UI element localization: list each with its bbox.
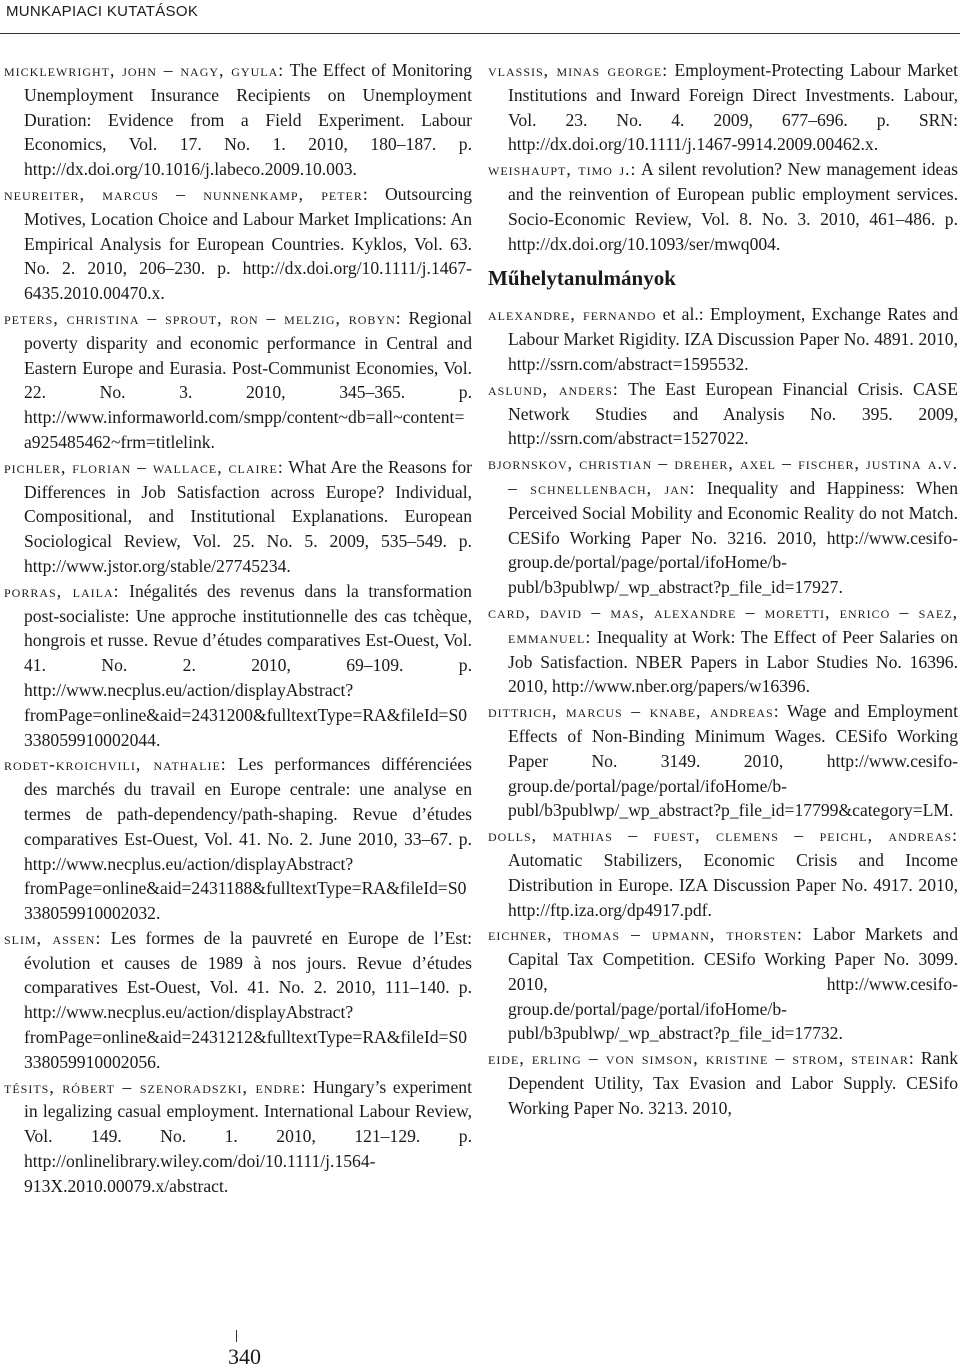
bibliography-entry <box>4 926 472 1075</box>
entry-citation: Labor Markets and Capital Tax Competition. CESifo Working Paper No. 3099. 2010, http://www.cesifo-group.de/portal/page/portal/ifoHome/b-publ/b3publwp/_wp_abstract?p_file_id=17732. <box>508 924 958 1044</box>
bibliography-entry <box>4 752 472 926</box>
left-column <box>4 58 472 1199</box>
entry-citation: Employment-Protecting Labour Market Institutions and Inward Foreign Direct Investments. Labour, Vol. 23. No. 4. 2009, 677–696. p. SRN: http://dx.doi.org/10.1111/j.1467-9914.2009.00462.x. <box>508 60 958 155</box>
bibliography-entry <box>488 451 958 600</box>
entry-citation: Automatic Stabilizers, Economic Crisis and Income Distribution in Europe. IZA Discussion Paper No. 4917. 2010, http://ftp.iza.org/dp4917.pdf. <box>508 849 958 920</box>
entry-author: peters, christina – sprout, ron – melzig, robyn: <box>4 307 402 328</box>
bibliography-entry <box>4 182 472 306</box>
entry-author: card, david – mas, alexandre – moretti, enrico – saez, emmanuel: <box>488 601 958 647</box>
entry-author: bjornskov, christian – dreher, axel – fischer, justina a.v. – schnellenbach, jan: <box>488 453 958 498</box>
bibliography-entry <box>488 922 958 1046</box>
running-header: MUNKAPIACI KUTATÁSOK <box>6 3 199 20</box>
right-column <box>488 58 958 1121</box>
entry-citation: Outsourcing Motives, Location Choice and Labour Market Implications: An Empirical Analysis for European Countries. Kyklos, Vol. 63. No. 2. 2010, 206–230. p. http://dx.doi.org/10.1111/j.1467-6435.2010.00470.x. <box>24 183 472 304</box>
entry-citation: Wage and Employment Effects of Non-Binding Minimum Wages. CESifo Working Paper No. 3149. 2010, http://www.cesifo-group.de/portal/page/portal/ifoHome/b-publ/b3publwp/_wp_abstract?p_file_id=17799&category=LM. <box>508 701 958 821</box>
bibliography-entry <box>488 302 958 376</box>
entry-citation: Hungary’s experiment in legalizing casual employment. International Labour Review, Vol. 149. No. 1. 2010, 121–129. p. http://onlinelibrary.wiley.com/doi/10.1111/j.1564-913X.2010.00079.x/abstract. <box>24 1076 472 1196</box>
bibliography-entry <box>488 699 958 823</box>
section-heading: Műhelytanulmányok <box>488 266 676 291</box>
bibliography-entry <box>488 1046 958 1120</box>
entry-citation: Inequality at Work: The Effect of Peer Salaries on Job Satisfaction. NBER Papers in Labor Studies No. 16396. 2010, http://www.nber.org/papers/w16396. <box>508 626 958 697</box>
entry-citation: Regional poverty disparity and economic performance in Central and Eastern Europe and Eurasia. Post-Communist Economies, Vol. 22. No. 3. 2010, 345–365. p. http://www.informaworld.com/smpp/content~db=all~content=a925485462~frm=titlelink. <box>24 307 472 452</box>
bibliography-entry <box>488 377 958 451</box>
entry-author: porras, laila: <box>4 580 120 601</box>
entry-author: micklewright, john – nagy, gyula: <box>4 60 285 80</box>
entry-citation: Les formes de la pauvreté en Europe de l’Est: évolution et causes de 1989 à nos jours. Revue d’études comparatives Est-Ouest, Vol. 41. No. 2. 2010, 111–140. p. http://www.necplus.eu/action/displayAbstract?fromPage=online&aid=2431212&fulltextType=RA&fileId=S0338059910002056. <box>24 927 472 1072</box>
bibliography-entry <box>488 823 958 922</box>
entry-author: neureiter, marcus – nunnenkamp, peter: <box>4 183 369 204</box>
entry-citation: Rank Dependent Utility, Tax Evasion and Labor Supply. CESifo Working Paper No. 3213. 2010, <box>508 1048 958 1118</box>
entry-author: dolls, mathias – fuest, clemens – peichl, andreas: <box>488 825 958 846</box>
bibliography-entry <box>4 58 472 182</box>
entry-author: aslund, anders: <box>488 378 619 399</box>
bibliography-entry <box>4 455 472 579</box>
entry-citation: The Effect of Monitoring Unemployment Insurance Recipients on Unemployment Duration: Evidence from a Field Experiment. Labour Economics, Vol. 17. No. 1. 2010, 180–187. p. http://dx.doi.org/10.1016/j.labeco.2009.10.003. <box>24 60 473 180</box>
bibliography-entry <box>488 58 958 157</box>
entry-author: alexandre, fernando <box>488 304 657 325</box>
entry-author: rodet-kroichvili, nathalie: <box>4 754 227 775</box>
entry-citation: The East European Financial Crisis. CASE Network Studies and Analysis No. 395. 2009, http://ssrn.com/abstract=1527022. <box>508 378 958 449</box>
entry-citation: Les performances différenciées des marchés du travail en Europe centrale: une analyse en termes de path-dependency/path-shaping. Revue d’études comparatives Est-Ouest, Vol. 41. No. 2. June 2010, 33–67. p. http://www.necplus.eu/action/displayAbstract?fromPage=online&aid=2431188&fulltextType=RA&fileId=S0338059910002032. <box>24 754 472 924</box>
bibliography-entry <box>4 579 472 753</box>
entry-author: eichner, thomas – upmann, thorsten: <box>488 924 803 945</box>
entry-author: pichler, florian – wallace, claire: <box>4 456 284 477</box>
entry-author: dittrich, marcus – knabe, andreas: <box>488 701 780 722</box>
footer-rule <box>236 1330 237 1342</box>
entry-author: vlassis, minas george: <box>488 60 669 80</box>
right-column-bottom <box>488 302 958 1120</box>
entry-author: slim, assen: <box>4 927 102 948</box>
entry-author: eide, erling – von simson, kristine – strom, steinar: <box>488 1048 915 1069</box>
entry-citation: Inégalités des revenus dans la transformation post-socialiste: Une approche institutionnelle des cas tchèque, hongrois et russe. Revue d’études comparatives Est-Ouest, Vol. 41. No. 2. 2010, 69–109. p. http://www.necplus.eu/action/displayAbstract?fromPage=online&aid=2431200&fulltextType=RA&fileId=S0338059910002044. <box>24 580 472 750</box>
entry-author: weishaupt, timo j.: <box>488 159 637 180</box>
bibliography-entry <box>4 1075 472 1199</box>
header-rule <box>0 33 960 34</box>
bibliography-entry <box>488 600 958 699</box>
entry-citation: A silent revolution? New management ideas and the reinvention of European public employment services. Socio-Economic Review, Vol. 8. No. 3. 2010, 461–486. p. http://dx.doi.org/10.1093/ser/mwq004. <box>508 159 958 254</box>
entry-citation: What Are the Reasons for Differences in Job Satisfaction across Europe? Individual, Compositional, and Institutional Explanations. European Sociological Review, Vol. 25. No. 5. 2009, 535–549. p. http://www.jstor.org/stable/27745234. <box>24 456 473 576</box>
entry-author: tésits, róbert – szenoradszki, endre: <box>4 1076 307 1097</box>
bibliography-entry <box>4 306 472 455</box>
entry-citation: et al.: Employment, Exchange Rates and Labour Market Rigidity. IZA Discussion Paper No. 4891. 2010, http://ssrn.com/abstract=1595532. <box>508 304 958 374</box>
page-number: 340 <box>228 1344 261 1369</box>
entry-citation: Inequality and Happiness: When Perceived Social Mobility and Economic Reality do not Match. CESifo Working Paper No. 3216. 2010, http://www.cesifo-group.de/portal/page/portal/ifoHome/b-publ/b3publwp/_wp_abstract?p_file_id=17927. <box>508 477 959 598</box>
right-column-top <box>488 58 958 256</box>
bibliography-entry <box>488 157 958 256</box>
